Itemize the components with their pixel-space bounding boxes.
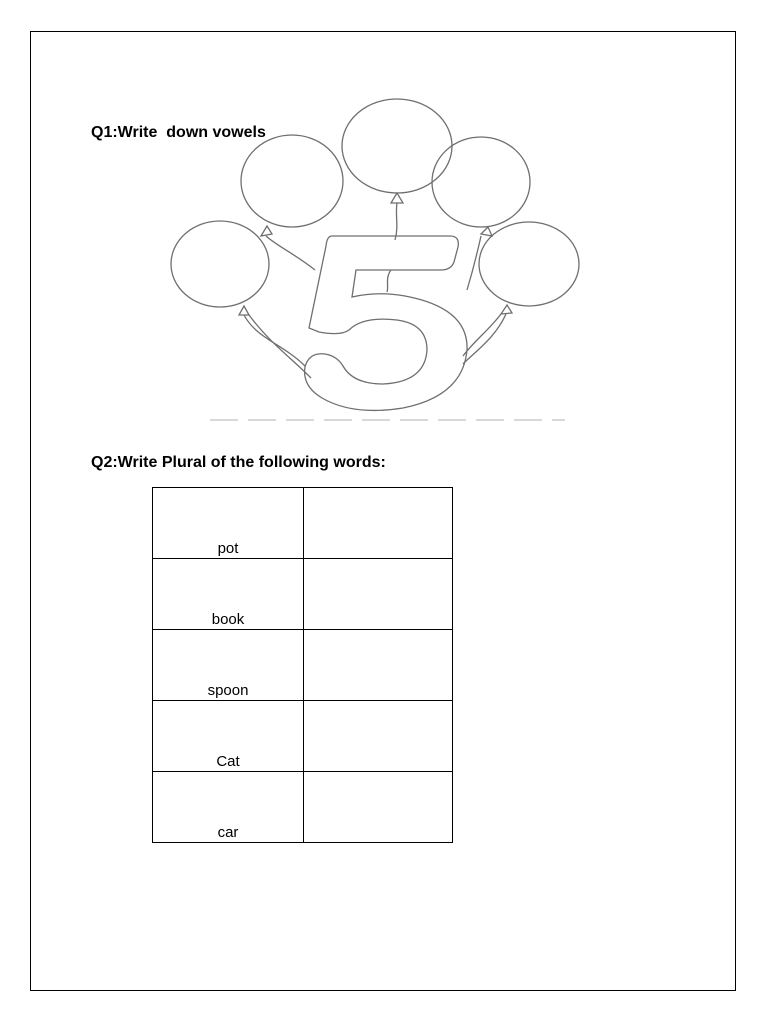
answer-cell[interactable]: [304, 772, 453, 843]
table-row: [153, 630, 453, 701]
plural-words-table: [152, 487, 453, 843]
answer-cell[interactable]: [304, 488, 453, 559]
word-cell: book: [153, 559, 304, 630]
answer-cell[interactable]: [304, 630, 453, 701]
table-row: [153, 701, 453, 772]
answer-cell[interactable]: [304, 701, 453, 772]
answer-cell[interactable]: [304, 559, 453, 630]
word-cell: pot: [153, 488, 304, 559]
word-cell: car: [153, 772, 304, 843]
word-cell: spoon: [153, 630, 304, 701]
balloons-number-five-icon: [165, 94, 585, 428]
word-cell: Cat: [153, 701, 304, 772]
table-row: [153, 772, 453, 843]
table-row: [153, 488, 453, 559]
question-1-heading: Q1:Write down vowels: [91, 124, 266, 141]
table-row: [153, 559, 453, 630]
question-2-heading: Q2:Write Plural of the following words:: [91, 454, 386, 471]
